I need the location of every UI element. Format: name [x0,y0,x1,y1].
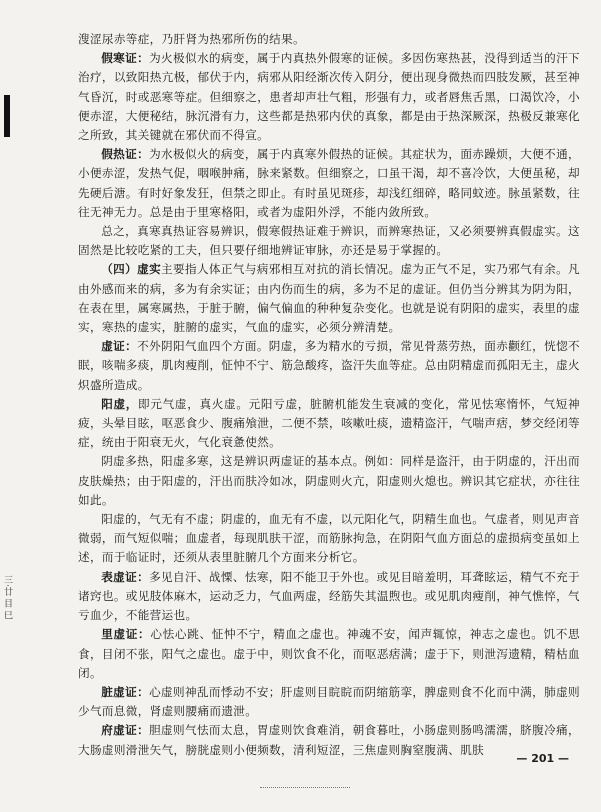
paragraph-heading: 假热证： [101,147,150,162]
paragraph-text: 阴虚多热，阳虚多寒，这是辨识两虚证的基本点。例如：同样是盗汗，由于阴虚的，汗出而皮肤燥热；由于阳虚的，汗出而肤冷如冰，阴虚则火亢，阳虚则火熄也。辨识其它症状，亦往往如此。 [78,454,580,507]
paragraph-heading: 脏虚证： [101,684,150,699]
scan-artifact [260,787,350,790]
text-body [78,30,580,760]
paragraph-heading: （四）虚实 [101,262,162,277]
paragraph-text: 不外阴阳气血四个方面。阴虚，多为精水的亏损，常见骨蒸劳热，面赤颧红，恍惚不眠，咳喘多痰，肌肉瘦削，怔忡不宁、筋急酸疼，盗汗失血等症。总由阴精虚而孤阳无主，虚火炽盛所造成。 [78,339,580,392]
paragraph-text: 为水极似火的病变，属于内真寒外假热的证候。其症状为，面赤躁烦，大便不通，小便赤涩，发热气促，咽喉肿痛，脉来紧数。但细察之，口虽干渴，却不喜冷饮，大便虽秘，却先硬后溏。有时好象发狂，但禁之即止。有时虽见斑疹，却浅红细碎，略同蚊迹。脉虽紧数，往往无神无力。总是由于里寒格阳，或者为虚阳外浮，不能内敛所致。 [78,147,580,219]
paragraph-text: 胆虚则气怯而太息，胃虚则饮食难消，朝食暮吐，小肠虚则肠鸣濡濡，脐腹冷痛，大肠虚则滑泄矢气，膀胱虚则小便频数，清利短涩，三焦虚则胸窒腹满、肌肤 [78,723,580,757]
paragraph-heading: 阳虚， [101,396,139,411]
paragraph [78,452,580,510]
paragraph-text: 为火极似水的病变，属于内真热外假寒的证候。多因伤寒热甚，没得到适当的汗下治疗，以致阳热亢极，郁伏于内，病邪从阳经渐次传入阴分，便出现身微热而四肢发厥，甚至神气昏沉，时或恶寒等症。但细察之，患者却声壮气粗，形强有力，或者唇焦舌黑，口渴饮冷，小便赤涩，大便秘结，脉沉滑有力，这些都是热邪内伏的真象，都是由于热深厥深，热极反兼寒化之所致，其关键就在邪伏而不得宣。 [78,51,580,143]
paragraph-heading: 表虚证： [101,569,150,584]
paragraph [78,145,580,222]
paragraph-heading: 虚证： [101,339,138,354]
paragraph [78,625,580,683]
paragraph [78,30,580,49]
paragraph-text: 即元气虚，真火虚。元阳亏虚，脏腑机能发生衰减的变化，常见怯寒惰怀，气短神疲，头晕目眩，呕恶食少、腹痛飧泄，二便不禁，咳嗽吐痰，遗精盗汗，气喘声痞，梦交经闭等症，统由于阳衰无火，气化衰惫使然。 [78,396,580,450]
paragraph [78,222,580,260]
paragraph-text: 溲涩尿赤等症，乃肝肾为热邪所伤的结果。 [78,32,305,46]
margin-annotation: 三·廿 目 巳 [2,575,12,620]
paragraph [78,721,580,759]
paragraph [78,337,580,395]
paragraph-text: 心虚则神乱而悸动不安；肝虚则目睆睆而阴缩筋挛，脾虚则食不化而中满，肺虚则少气而息微，肾虚则腰痛而遗泄。 [78,684,580,719]
paragraph-text: 主要指人体正气与病邪相互对抗的消长情况。虚为正气不足，实乃邪气有余。凡由外感而来的病，多为有余实证；由内伤而生的病，多为不足的虚证。但仍当分辨其为阴为阳，在表在里，属寒属热，于脏于腑，偏气偏血的种种复杂变化。也就是说有阴阳的虚实，表里的虚实，寒热的虚实，脏腑的虚实，气血的虚实，必须分辨清楚。 [78,262,580,335]
paragraph-heading: 假寒证： [101,51,150,66]
paragraph-heading: 里虚证： [101,627,151,642]
paragraph [78,510,580,568]
paragraph [78,260,580,337]
paragraph-text: 心怯心跳、怔忡不宁，精血之虚也。神魂不安，闻声辄惊，神志之虚也。饥不思食，目闭不张，阳气之虚也。虚于中，则饮食不化，而呕恶痞满；虚于下，则泄泻遗精，精枯血闭。 [78,627,580,680]
paragraph [78,568,580,626]
paragraph-text: 多见自汗、战慄、怯寒，阳不能卫于外也。或见目暗羞明，耳聋眩运，精气不充于诸窍也。或见肢体麻木，运动乏力，气血两虚，经筋失其温煦也。或见肌肉瘦削，神气憔悴，气亏血少，不能营运也。 [78,569,580,623]
page-number: — 201 — [516,752,569,765]
paragraph [78,395,580,453]
binding-mark [4,95,10,137]
paragraph [78,49,580,145]
paragraph-text: 总之，真寒真热证容易辨识，假寒假热证难于辨识，而辨寒热证，又必须要辨真假虚实。这固然是比较吃紧的工夫，但只要仔细地辨证审脉，亦还是易于掌握的。 [78,224,580,258]
paragraph-heading: 府虚证： [101,723,150,738]
paragraph-text: 阳虚的，气无有不虚；阴虚的，血无有不虚，以元阳化气，阴精生血也。气虚者，则见声音微弱，而气短似喘；血虚者，每现肌肤干涩，而筋脉拘急，在阴阳气血方面总的虚损病变虽如上述，而于临证时，还须从表里脏腑几个方面来分析它。 [78,512,580,565]
paragraph [78,683,580,721]
